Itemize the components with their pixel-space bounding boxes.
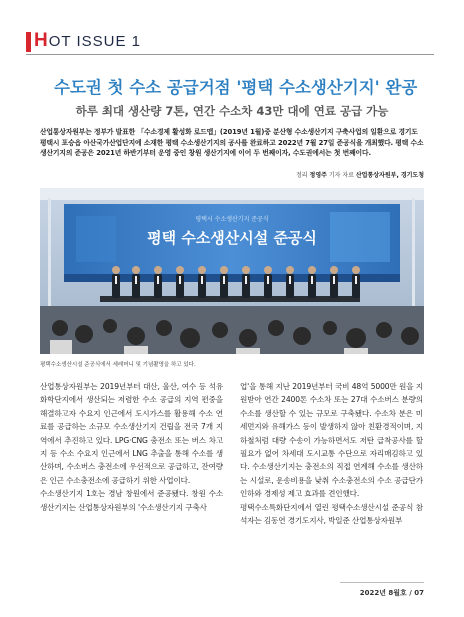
article-lead: 산업통상자원부는 정부가 발표한 「수소경제 활성화 로드맵」(2019년 1월)중 분산형 수소생산기지 구축사업의 일환으로 경기도 평택시 포승읍 아산국가산업단지에 소재한 평택 수소생산기지의 공사를 완료하고 2022년 7월 27일 준공식을 개최했다. 평택 수소생산기지의 준공은 2021년 하반기부터 운영 중인 창원 생산기지에 이어 두 번째이자, 수도권에서는 첫 번째이다. (40, 128, 424, 158)
footer-separator: / (409, 589, 412, 597)
byline-name: 정영주 (309, 172, 327, 179)
byline-source: 산업통상자원부, 경기도청 (355, 172, 424, 179)
byline-source-prefix: 자료 (342, 172, 354, 179)
section-label-rest: OT ISSUE 1 (48, 33, 141, 50)
issue-date: 2022년 8월호 (359, 589, 407, 597)
section-initial: H (34, 30, 49, 51)
article-title: 수도권 첫 수소 공급거점 '평택 수소생산기지' 완공 (54, 78, 418, 97)
banner-small-text: 평택시 수소생산기지 준공식 (195, 216, 269, 223)
body-paragraph: 업'을 통해 지난 2019년부터 국비 48억 5000만 원을 지원받아 연간 2400톤 수소차 또는 27대 수소버스 분량의 수소를 생산할 수 있는 규모로 구축됐다. 수소차 분은 미세먼지와 유해가스 등이 발생하지 않아 친환경적이며, 지하철처럼 대량 수송이 가능하면서도 저탄 급착공사를 할 필요가 없어 차세대 도시교통 수단으로 자리매김하고 있다. 수소생산기지는 충전소의 직접 연계해 수소를 생산하는 시설로, 운송비용을 낮춰 수소충전소의 수소 공급단가 인하와 경제성 제고 효과를 견인했다. (240, 382, 423, 499)
byline-role: 기자 (328, 172, 341, 179)
body-paragraph: 산업통상자원부는 2019년부터 대산, 울산, 여수 등 석유화학단지에서 생산되는 저렴한 수소 공급의 지역 편중을 해결하고자 수요지 인근에서 도시가스를 활용해 수소 연료를 공급하는 소규모 수소생산기지 건립을 전국 7개 지역에서 추진하고 있다. LPG·CNG 충전소 또는 버스 차고지 등 수소 수요지 인근에서 LNG 추출을 통해 수소를 생산하며, 수소버스 충전소에 우선적으로 공급하고, 잔여량은 인근 수소충전소에 공급하기 위한 사업이다. (40, 382, 223, 485)
body-column-left (40, 380, 223, 514)
ceremony-photo-illustration (40, 188, 424, 354)
body-paragraph: 평택수소특화단지에서 열린 평택수소생산시설 준공식 참석자는 김동연 경기도지사, 박일준 산업통상자원부 (240, 502, 423, 526)
footer-rule (340, 582, 424, 583)
header-rule (26, 54, 434, 55)
byline-prefix: 정리 (296, 172, 308, 179)
page-footer (300, 588, 424, 598)
body-column-right (240, 380, 423, 527)
page-number: 07 (414, 589, 424, 597)
byline (200, 170, 424, 179)
ceremony-photo (40, 188, 424, 354)
section-label (34, 30, 141, 52)
banner-main-text: 평택 수소생산시설 준공식 (147, 229, 317, 247)
photo-caption: 평택수소생산시설 준공식에서 세레머니 및 기념촬영을 하고 있다. (40, 362, 196, 368)
article-subtitle: 하루 최대 생산량 7톤, 연간 수소차 43만 대에 연료 공급 가능 (75, 104, 389, 118)
body-paragraph: 수소생산기지 1호는 경남 창원에서 준공됐다. 창원 수소생산기지는 산업통상자원부의 '수소생산기지 구축사 (40, 489, 223, 512)
section-accent-bar (26, 32, 31, 52)
